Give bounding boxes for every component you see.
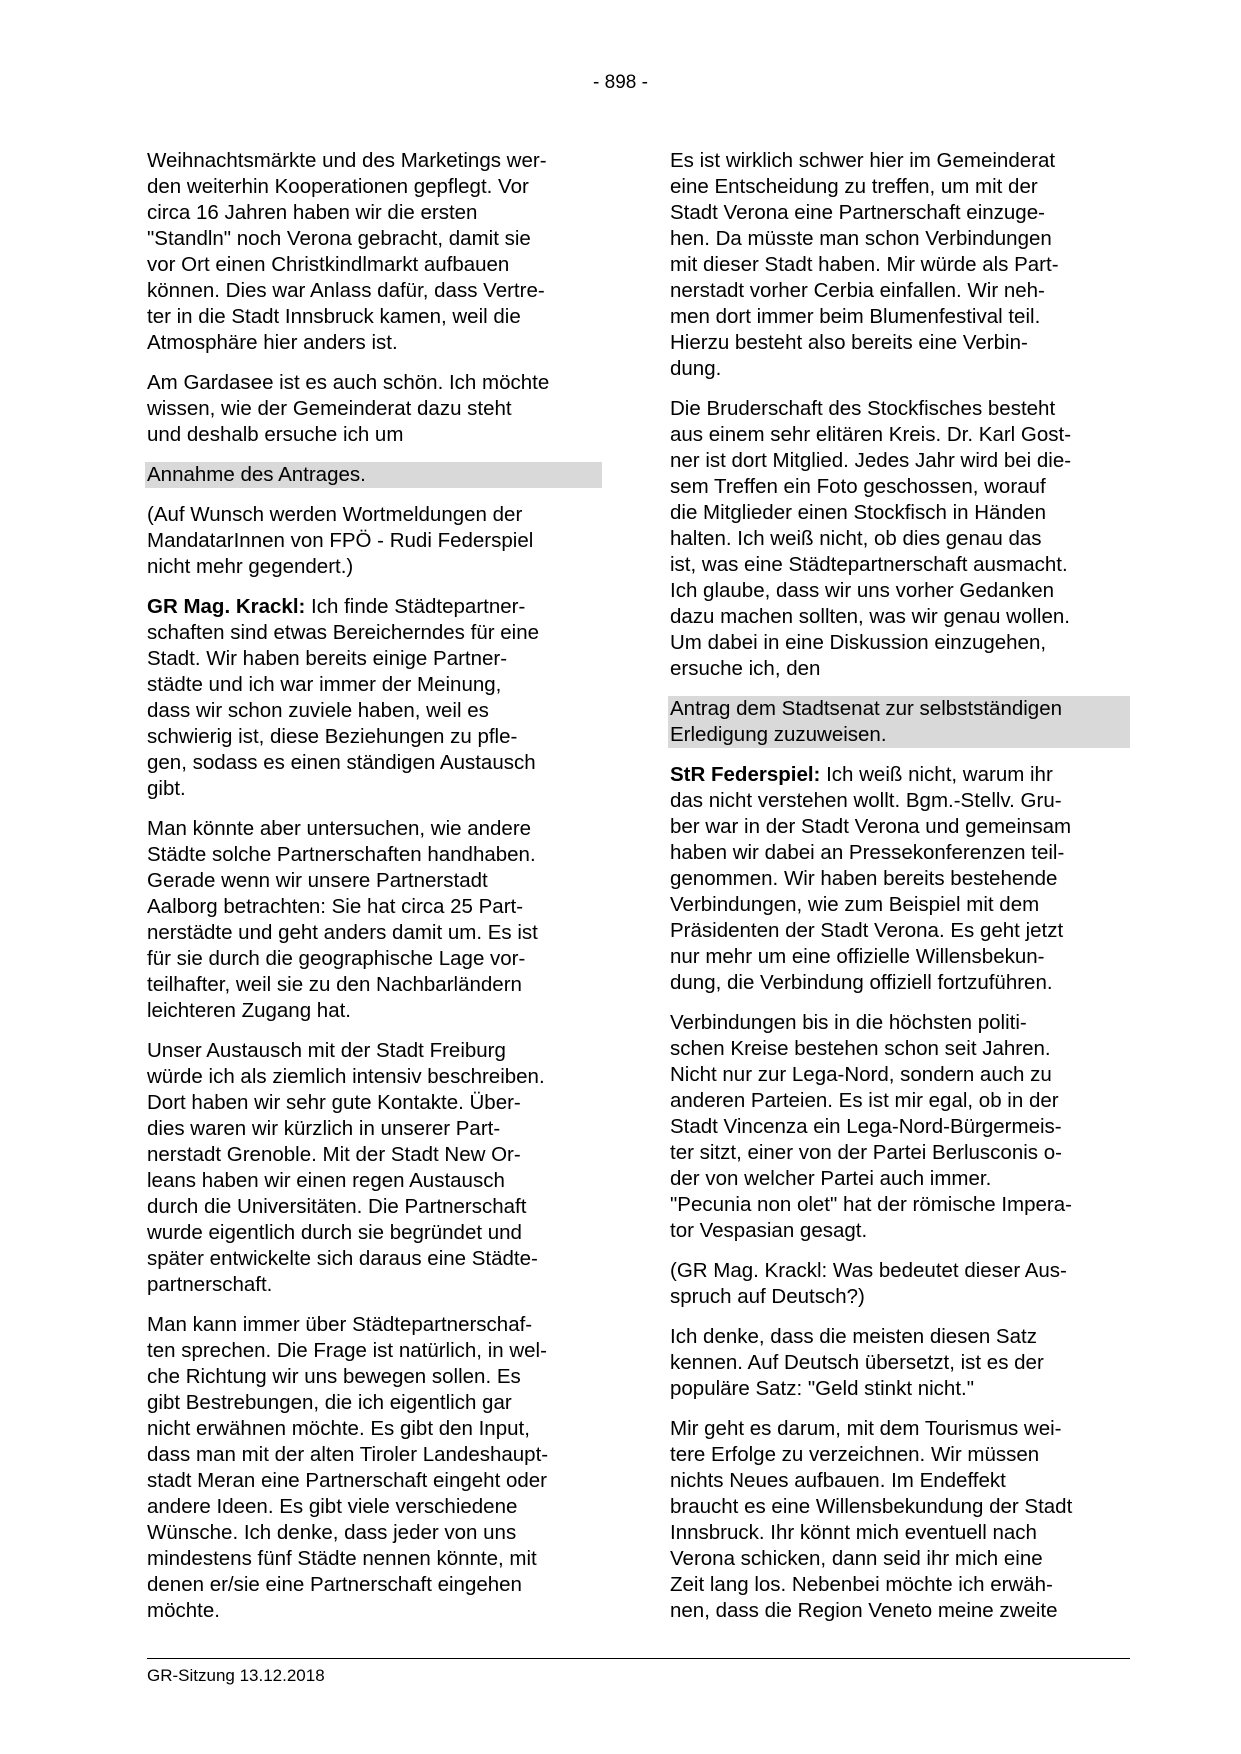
paragraph: Unser Austausch mit der Stadt Freiburg würde ich als ziemlich intensiv beschreiben. Dort haben wir sehr gute Kontakte. Über- dies waren wir kürzlich in unserer Part- nerstadt Grenoble. Mit der Stadt New Or- leans haben wir einen regen Austausch durch die Universitäten. Die Partnerschaft wurde eigentlich durch sie begründet und später entwickelte sich daraus eine Städte- partnerschaft. bbox=[147, 1039, 545, 1296]
speech-paragraph bbox=[147, 594, 602, 802]
paragraph: Mir geht es darum, mit dem Tourismus wei- tere Erfolge zu verzeichnen. Wir müssen nichts Neues aufbauen. Im Endeffekt braucht es eine Willensbekundung der Stadt Innsbruck. Ihr könnt mich eventuell nach Verona schicken, dann seid ihr mich eine Zeit lang los. Nebenbei möchte ich erwäh- nen, dass die Region Veneto meine zweite bbox=[670, 1417, 1073, 1622]
footer-session-date: GR-Sitzung 13.12.2018 bbox=[147, 1666, 325, 1685]
paragraph: Ich denke, dass die meisten diesen Satz kennen. Auf Deutsch übersetzt, ist es der populäre Satz: "Geld stinkt nicht." bbox=[670, 1325, 1044, 1400]
speech-text: Ich weiß nicht, warum ihr das nicht verstehen wollt. Bgm.-Stellv. Gru- ber war in der Stadt Verona und gemeinsam haben wir dabei an Pressekonferenzen teil- genommen. Wir haben bereits bestehende Verbindungen, wie zum Beispiel mit dem Präsidenten der Stadt Verona. Es geht jetzt nur mehr um eine offizielle Willensbekun- dung, die Verbindung offiziell fortzuführen. bbox=[670, 763, 1072, 994]
paragraph: Weihnachtsmärkte und des Marketings wer- den weiterhin Kooperationen gepflegt. Vor circa 16 Jahren haben wir die ersten "Standln" noch Verona gebracht, damit sie vor Ort einen Christkindlmarkt aufbauen können. Dies war Anlass dafür, dass Vertre- ter in die Stadt Innsbruck kamen, weil die Atmosphäre hier anders ist. bbox=[147, 149, 547, 354]
speaker-name: GR Mag. Krackl: bbox=[147, 595, 306, 618]
speech-text: Ich finde Städtepartner- schaften sind etwas Bereicherndes für eine Stadt. Wir haben bereits einige Partner- städte und ich war immer der Meinung, dass wir schon zuviele haben, weil es schwierig ist, diese Beziehungen zu pfle- gen, sodass es einen ständigen Austausch gibt. bbox=[147, 595, 540, 800]
left-column bbox=[147, 148, 602, 1638]
paragraph: Man könnte aber untersuchen, wie andere Städte solche Partnerschaften handhaben. Gerade wenn wir unsere Partnerstadt Aalborg betrachten: Sie hat circa 25 Part- nerstädte und geht anders damit um. Es ist für sie durch die geographische Lage vor- teilhafter, weil sie zu den Nachbarländern leichteren Zugang hat. bbox=[147, 817, 538, 1022]
paragraph: Die Bruderschaft des Stockfisches besteht aus einem sehr elitären Kreis. Dr. Karl Gost- ner ist dort Mitglied. Jedes Jahr wird bei die- sem Treffen ein Foto geschossen, worauf die Mitglieder einen Stockfisch in Händen halten. Ich weiß nicht, ob dies genau das ist, was eine Städtepartnerschaft ausmacht. Ich glaube, dass wir uns vorher Gedanken dazu machen sollten, was wir genau wollen. Um dabei in eine Diskussion einzugehen, ersuche ich, den bbox=[670, 397, 1072, 680]
motion-box: Antrag dem Stadtsenat zur selbstständigen Erledigung zuzuweisen. bbox=[668, 696, 1130, 748]
footer-divider bbox=[147, 1658, 1130, 1659]
paragraph: Verbindungen bis in die höchsten politi- schen Kreise bestehen schon seit Jahren. Nicht nur zur Lega-Nord, sondern auch zu anderen Parteien. Es ist mir egal, ob in der Stadt Vincenza ein Lega-Nord-Bürgermeis- ter sitzt, einer von der Partei Berlusconis o- der von welcher Partei auch immer. "Pecunia non olet" hat der römische Impera- tor Vespasian gesagt. bbox=[670, 1011, 1072, 1242]
speaker-name: StR Federspiel: bbox=[670, 763, 821, 786]
page-number: - 898 - bbox=[593, 72, 648, 93]
speech-paragraph bbox=[670, 762, 1130, 996]
right-column bbox=[670, 148, 1130, 1638]
paragraph: Es ist wirklich schwer hier im Gemeinderat eine Entscheidung zu treffen, um mit der Stadt Verona eine Partnerschaft einzuge- hen. Da müsste man schon Verbindungen mit dieser Stadt haben. Mir würde als Part- nerstadt vorher Cerbia einfallen. Wir neh- men dort immer beim Blumenfestival teil. Hierzu besteht also bereits eine Verbin- dung. bbox=[670, 149, 1059, 380]
paragraph: (GR Mag. Krackl: Was bedeutet dieser Aus- spruch auf Deutsch?) bbox=[670, 1259, 1067, 1308]
paragraph: Man kann immer über Städtepartnerschaf- ten sprechen. Die Frage ist natürlich, in wel- che Richtung wir uns bewegen sollen. Es gibt Bestrebungen, die ich eigentlich gar nicht erwähnen möchte. Es gibt den Input, dass man mit der alten Tiroler Landeshaupt- stadt Meran eine Partnerschaft eingeht oder andere Ideen. Es gibt viele verschiedene Wünsche. Ich denke, dass jeder von uns mindestens fünf Städte nennen könnte, mit denen er/sie eine Partnerschaft eingehen möchte. bbox=[147, 1313, 549, 1622]
paragraph: Am Gardasee ist es auch schön. Ich möchte wissen, wie der Gemeinderat dazu steht und deshalb ersuche ich um bbox=[147, 371, 550, 446]
paragraph: (Auf Wunsch werden Wortmeldungen der MandatarInnen von FPÖ - Rudi Federspiel nicht mehr gegendert.) bbox=[147, 503, 534, 578]
motion-box: Annahme des Antrages. bbox=[145, 462, 602, 488]
